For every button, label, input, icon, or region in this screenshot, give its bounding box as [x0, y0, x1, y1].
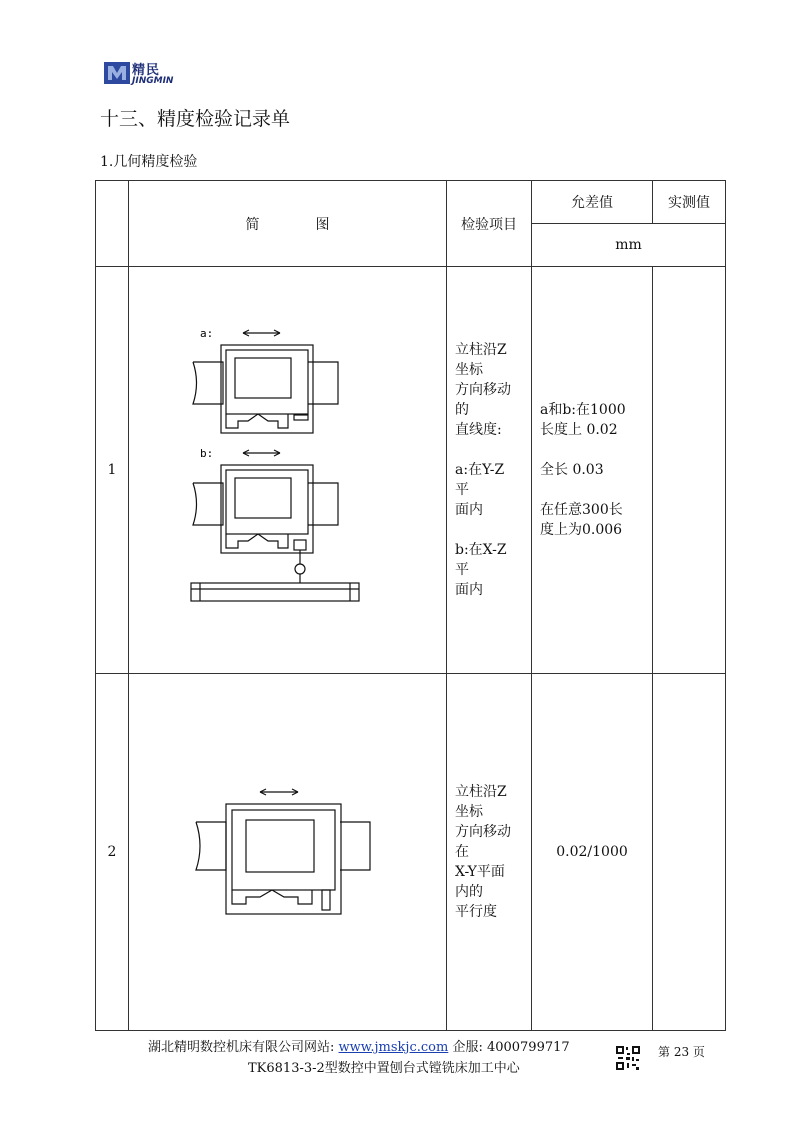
footer-service: 企服: 4000799717: [452, 1040, 570, 1055]
item-line: 平: [455, 562, 469, 578]
table-row: [96, 267, 726, 674]
footer-url-link[interactable]: www.jmskjc.com: [338, 1040, 449, 1055]
header-num-cell: [96, 181, 129, 267]
footer-product: TK6813-3-2型数控中置刨台式镗铣床加工中心: [248, 1061, 520, 1076]
item-line: 面内: [455, 582, 483, 598]
item-line: 在: [455, 844, 469, 860]
tol-line: 0.02/1000: [556, 844, 628, 860]
item-line: 方向移动: [455, 382, 511, 398]
row-number: 2: [96, 674, 129, 1031]
item-line: [455, 520, 531, 540]
tol-line: 在任意300长: [540, 502, 623, 518]
tol-line: [540, 480, 652, 500]
table-row: [96, 674, 726, 1031]
logo-english-text: JINGMIN: [132, 76, 174, 86]
logo-chinese-text: 精民: [132, 63, 161, 78]
item-line: 立柱沿Z: [455, 342, 507, 358]
company-logo: [104, 58, 174, 92]
measured-cell: [653, 674, 726, 1031]
item-line: a:在Y-Z: [455, 462, 505, 478]
item-line: 坐标: [455, 362, 483, 378]
tol-line: 全长 0.03: [540, 462, 604, 478]
jingmin-logo-icon: [104, 60, 130, 86]
qr-code-icon: [615, 1045, 641, 1071]
item-line: [455, 440, 531, 460]
label-a: a:: [199, 327, 213, 340]
item-line: 内的: [455, 884, 483, 900]
item-line: 面内: [455, 502, 483, 518]
check-item-cell: [447, 267, 532, 674]
tolerance-cell: [532, 674, 653, 1031]
item-line: 方向移动: [455, 824, 511, 840]
column-straightness-diagram: [188, 320, 388, 620]
tol-line: [540, 440, 652, 460]
page-number: 第 23 页: [658, 1045, 705, 1059]
header-tolerance: 允差值: [532, 181, 653, 224]
column-parallelism-diagram: [188, 782, 388, 922]
footer-company: 湖北精明数控机床有限公司网站:: [148, 1040, 335, 1055]
sub-title: 1.几何精度检验: [100, 154, 198, 170]
item-line: 立柱沿Z: [455, 784, 507, 800]
item-line: 的: [455, 402, 469, 418]
header-diagram: 简 图: [129, 181, 447, 267]
tol-line: a和b:在1000: [540, 402, 626, 418]
diagram-cell: [129, 267, 447, 674]
footer-company-line: [148, 1036, 570, 1055]
header-item: 检验项目: [447, 181, 532, 267]
check-item-cell: [447, 674, 532, 1031]
item-line: 平: [455, 482, 469, 498]
item-line: 平行度: [455, 904, 497, 920]
tol-line: 度上为0.006: [540, 522, 623, 538]
tolerance-cell: [532, 267, 653, 674]
header-unit: mm: [532, 224, 726, 267]
item-line: 直线度:: [455, 422, 502, 438]
item-line: b:在X-Z: [455, 542, 507, 558]
section-title: 十三、精度检验记录单: [100, 108, 291, 130]
label-b: b:: [199, 447, 213, 460]
row-number: 1: [96, 267, 129, 674]
item-line: 坐标: [455, 804, 483, 820]
diagram-cell: [129, 674, 447, 1031]
header-measured: 实测值: [653, 181, 726, 224]
item-line: X-Y平面: [455, 864, 505, 880]
precision-record-table: [95, 180, 726, 1031]
tol-line: 长度上 0.02: [540, 422, 618, 438]
measured-cell: [653, 267, 726, 674]
